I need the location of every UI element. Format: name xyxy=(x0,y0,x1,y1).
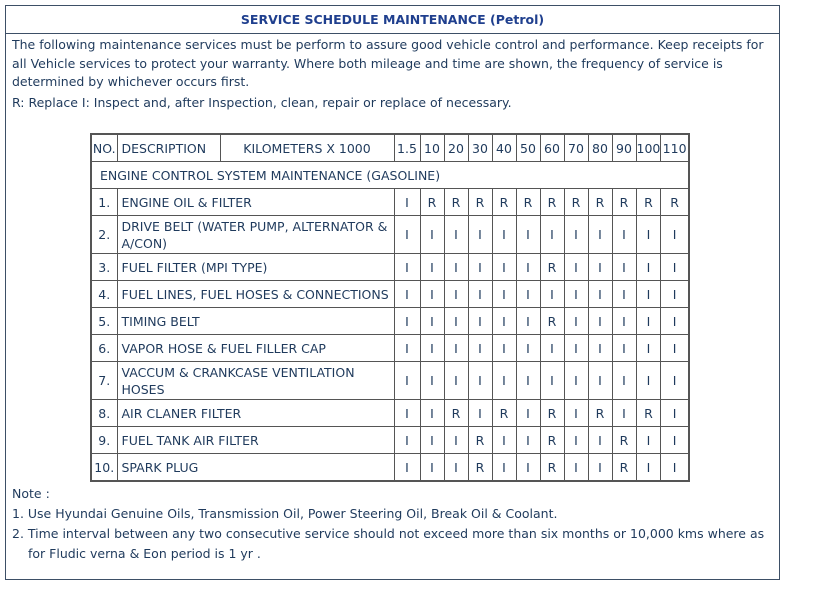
service-code: I xyxy=(588,216,612,254)
service-code: I xyxy=(661,254,689,281)
service-code: I xyxy=(661,216,689,254)
service-code: I xyxy=(444,335,468,362)
service-code: I xyxy=(516,281,540,308)
service-code: R xyxy=(636,400,661,427)
service-code: R xyxy=(492,189,516,216)
service-code: I xyxy=(420,216,444,254)
service-code: I xyxy=(661,362,689,400)
service-code: R xyxy=(661,189,689,216)
service-code: I xyxy=(394,454,420,482)
service-code: I xyxy=(661,281,689,308)
service-code: I xyxy=(444,216,468,254)
intro-paragraph: The following maintenance services must be perform to assure good vehicle control and performance. Keep receipts for all Vehicle services to protect your warranty. Where both mileage and time are shown, the frequency of service is determined by whichever occurs first. xyxy=(12,37,764,89)
service-code: I xyxy=(444,454,468,482)
service-code: I xyxy=(420,335,444,362)
service-code: I xyxy=(540,281,564,308)
service-code: I xyxy=(444,427,468,454)
header-no: NO. xyxy=(91,134,117,162)
header-interval: 70 xyxy=(564,134,588,162)
service-code: I xyxy=(468,281,492,308)
table-row xyxy=(91,254,689,281)
service-code: R xyxy=(420,189,444,216)
service-code: R xyxy=(516,189,540,216)
row-number: 2. xyxy=(91,216,117,254)
row-description: TIMING BELT xyxy=(117,308,394,335)
service-code: I xyxy=(444,308,468,335)
service-code: I xyxy=(468,308,492,335)
service-code: I xyxy=(468,400,492,427)
service-code: I xyxy=(516,216,540,254)
service-code: R xyxy=(444,189,468,216)
service-code: I xyxy=(394,400,420,427)
service-code: I xyxy=(636,362,661,400)
header-interval: 60 xyxy=(540,134,564,162)
service-code: I xyxy=(612,400,636,427)
service-code: I xyxy=(468,254,492,281)
note-item: 1. Use Hyundai Genuine Oils, Transmission Oil, Power Steering Oil, Break Oil & Coolant. xyxy=(12,506,558,521)
service-code: I xyxy=(588,308,612,335)
service-code: R xyxy=(444,400,468,427)
table-row xyxy=(91,308,689,335)
row-number: 3. xyxy=(91,254,117,281)
header-description: DESCRIPTION xyxy=(117,134,220,162)
service-code: I xyxy=(492,454,516,482)
service-code: I xyxy=(394,427,420,454)
service-code: I xyxy=(564,454,588,482)
service-code: I xyxy=(420,254,444,281)
header-interval: 90 xyxy=(612,134,636,162)
service-code: R xyxy=(468,454,492,482)
table-row xyxy=(91,281,689,308)
table-row xyxy=(91,335,689,362)
service-code: I xyxy=(588,427,612,454)
row-description: VAPOR HOSE & FUEL FILLER CAP xyxy=(117,335,394,362)
service-code: I xyxy=(444,362,468,400)
schedule-panel xyxy=(5,5,780,580)
section-row xyxy=(91,162,689,189)
service-code: I xyxy=(588,281,612,308)
row-number: 10. xyxy=(91,454,117,482)
header-interval: 10 xyxy=(420,134,444,162)
notes-heading: Note : xyxy=(12,486,50,501)
table-row xyxy=(91,216,689,254)
row-number: 4. xyxy=(91,281,117,308)
row-number: 9. xyxy=(91,427,117,454)
row-number: 7. xyxy=(91,362,117,400)
service-code: R xyxy=(636,189,661,216)
header-interval: 1.5 xyxy=(394,134,420,162)
table-row xyxy=(91,454,689,482)
service-code: I xyxy=(420,281,444,308)
row-description: ENGINE OIL & FILTER xyxy=(117,189,394,216)
service-code: I xyxy=(612,362,636,400)
service-code: I xyxy=(468,216,492,254)
service-code: I xyxy=(564,254,588,281)
header-interval: 100 xyxy=(636,134,661,162)
service-code: I xyxy=(564,335,588,362)
notes xyxy=(12,484,764,564)
service-code: I xyxy=(564,308,588,335)
service-code: R xyxy=(588,189,612,216)
table-row xyxy=(91,189,689,216)
service-code: I xyxy=(516,362,540,400)
row-number: 1. xyxy=(91,189,117,216)
service-code: R xyxy=(588,400,612,427)
service-code: I xyxy=(516,335,540,362)
legend-text: R: Replace I: Inspect and, after Inspection, clean, repair or replace of necessary. xyxy=(12,95,512,110)
row-number: 6. xyxy=(91,335,117,362)
header-interval: 110 xyxy=(661,134,689,162)
service-code: I xyxy=(394,362,420,400)
service-code: I xyxy=(492,281,516,308)
service-code: R xyxy=(612,454,636,482)
service-code: I xyxy=(636,454,661,482)
service-code: R xyxy=(540,254,564,281)
service-code: I xyxy=(564,216,588,254)
header-interval: 30 xyxy=(468,134,492,162)
service-code: I xyxy=(636,281,661,308)
header-interval: 50 xyxy=(516,134,540,162)
service-code: I xyxy=(540,335,564,362)
service-code: R xyxy=(492,400,516,427)
service-code: I xyxy=(636,335,661,362)
service-code: I xyxy=(420,400,444,427)
service-code: I xyxy=(636,427,661,454)
service-code: I xyxy=(661,400,689,427)
service-code: I xyxy=(516,454,540,482)
service-code: I xyxy=(588,362,612,400)
service-code: I xyxy=(420,308,444,335)
service-code: I xyxy=(540,216,564,254)
service-code: I xyxy=(468,335,492,362)
row-description: AIR CLANER FILTER xyxy=(117,400,394,427)
service-code: I xyxy=(516,400,540,427)
service-code: I xyxy=(612,254,636,281)
service-code: I xyxy=(661,454,689,482)
service-code: I xyxy=(444,281,468,308)
service-code: I xyxy=(540,362,564,400)
service-code: R xyxy=(468,427,492,454)
service-code: I xyxy=(564,281,588,308)
row-number: 5. xyxy=(91,308,117,335)
service-code: I xyxy=(612,335,636,362)
service-code: I xyxy=(661,427,689,454)
header-interval: 20 xyxy=(444,134,468,162)
service-code: I xyxy=(394,254,420,281)
service-code: I xyxy=(492,308,516,335)
title-bar xyxy=(6,6,779,34)
service-code: I xyxy=(661,308,689,335)
service-code: I xyxy=(394,216,420,254)
table-row xyxy=(91,400,689,427)
service-code: I xyxy=(516,308,540,335)
row-description: VACCUM & CRANKCASE VENTILATION HOSES xyxy=(117,362,394,400)
maintenance-table xyxy=(90,133,690,482)
service-code: I xyxy=(516,427,540,454)
header-interval: 40 xyxy=(492,134,516,162)
service-code: I xyxy=(492,335,516,362)
service-code: I xyxy=(588,254,612,281)
header-interval: 80 xyxy=(588,134,612,162)
row-description: FUEL LINES, FUEL HOSES & CONNECTIONS xyxy=(117,281,394,308)
table-row xyxy=(91,362,689,400)
page-title: SERVICE SCHEDULE MAINTENANCE (Petrol) xyxy=(240,12,545,27)
header-kilometers: KILOMETERS X 1000 xyxy=(220,134,394,162)
service-code: I xyxy=(588,335,612,362)
row-description: DRIVE BELT (WATER PUMP, ALTERNATOR & A/CON) xyxy=(117,216,394,254)
service-code: I xyxy=(394,335,420,362)
service-code: I xyxy=(636,308,661,335)
header-row xyxy=(91,134,689,162)
service-code: I xyxy=(420,454,444,482)
service-code: I xyxy=(394,189,420,216)
service-code: R xyxy=(468,189,492,216)
service-code: I xyxy=(420,362,444,400)
service-code: I xyxy=(636,216,661,254)
service-code: I xyxy=(612,281,636,308)
service-code: R xyxy=(564,189,588,216)
row-description: SPARK PLUG xyxy=(117,454,394,482)
service-code: I xyxy=(588,454,612,482)
service-code: R xyxy=(540,308,564,335)
table-row xyxy=(91,427,689,454)
service-code: I xyxy=(394,281,420,308)
service-code: R xyxy=(540,189,564,216)
service-code: I xyxy=(661,335,689,362)
service-code: R xyxy=(612,427,636,454)
row-description: FUEL FILTER (MPI TYPE) xyxy=(117,254,394,281)
service-code: I xyxy=(492,254,516,281)
note-item: for Fludic verna & Eon period is 1 yr . xyxy=(28,546,261,561)
row-number: 8. xyxy=(91,400,117,427)
service-code: I xyxy=(492,362,516,400)
service-code: R xyxy=(540,454,564,482)
service-code: R xyxy=(612,189,636,216)
service-code: I xyxy=(492,427,516,454)
service-code: I xyxy=(492,216,516,254)
service-code: I xyxy=(564,400,588,427)
service-code: I xyxy=(564,427,588,454)
section-heading: ENGINE CONTROL SYSTEM MAINTENANCE (GASOLINE) xyxy=(91,162,689,189)
service-code: I xyxy=(444,254,468,281)
note-item: 2. Time interval between any two consecutive service should not exceed more than six months or 10,000 kms where as xyxy=(12,526,765,541)
service-code: I xyxy=(516,254,540,281)
row-description: FUEL TANK AIR FILTER xyxy=(117,427,394,454)
service-code: I xyxy=(636,254,661,281)
service-code: I xyxy=(468,362,492,400)
service-code: I xyxy=(564,362,588,400)
service-code: I xyxy=(420,427,444,454)
service-code: R xyxy=(540,400,564,427)
service-code: I xyxy=(612,216,636,254)
service-code: I xyxy=(612,308,636,335)
service-code: I xyxy=(394,308,420,335)
service-code: R xyxy=(540,427,564,454)
